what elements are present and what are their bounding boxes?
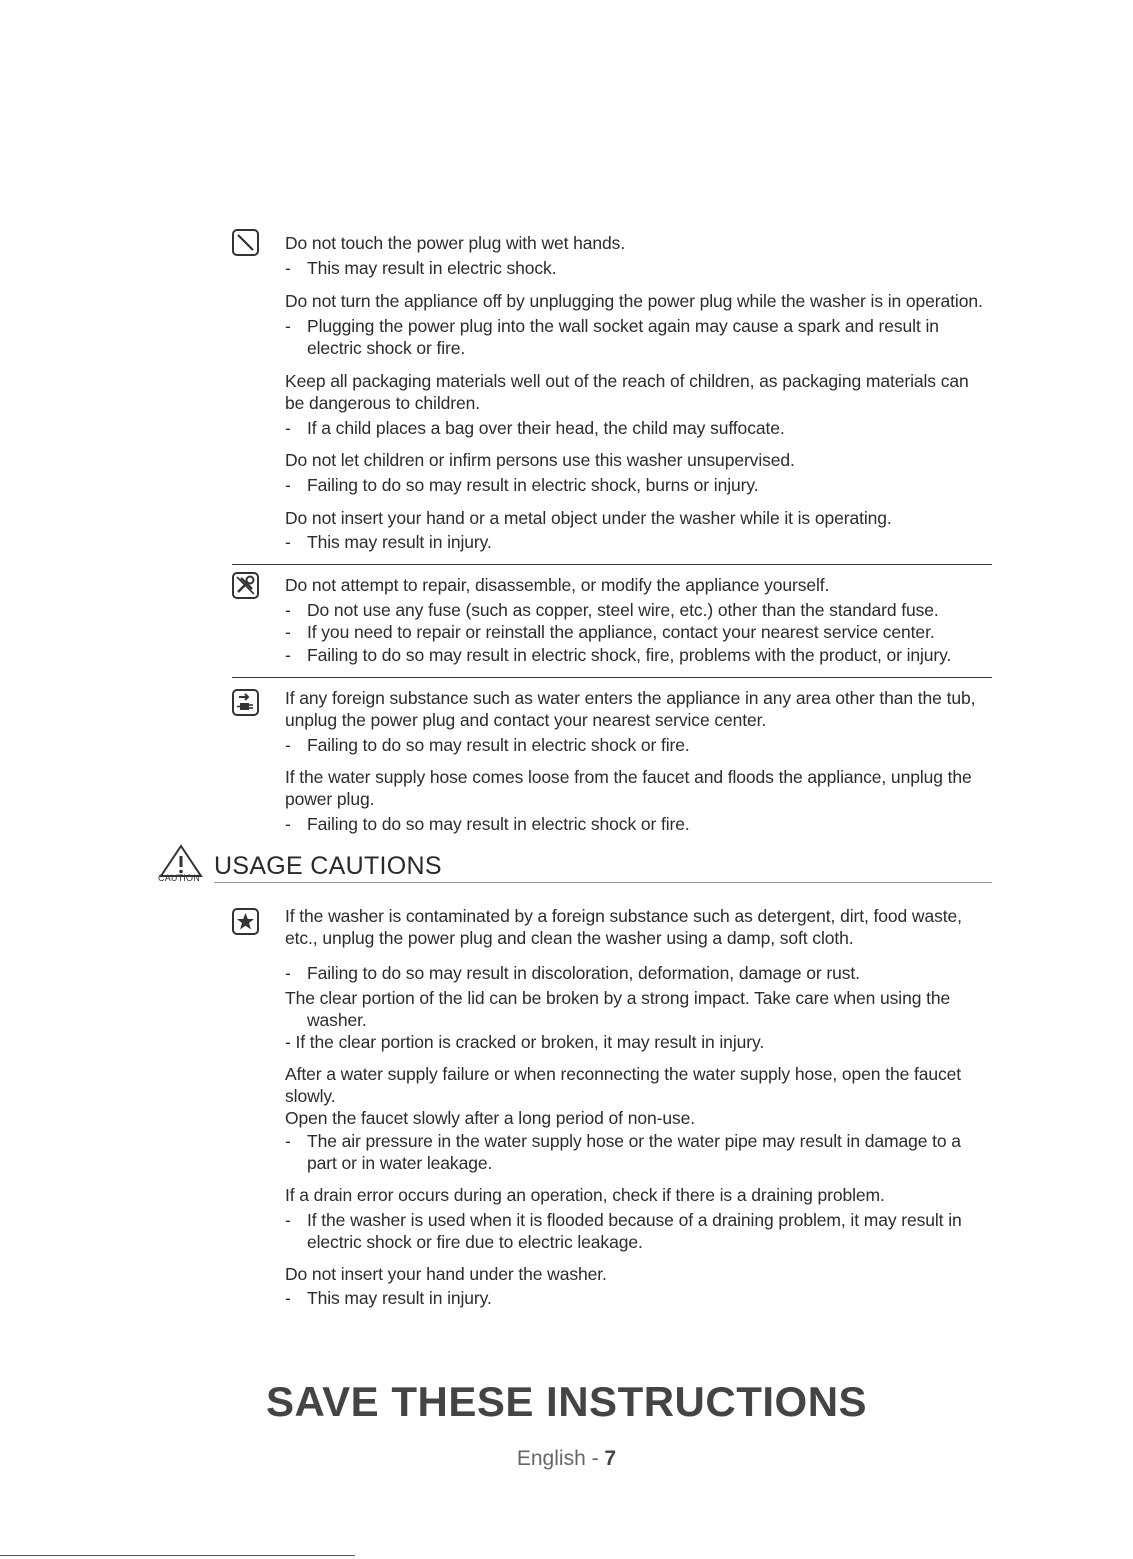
page-number: 7 bbox=[604, 1447, 617, 1470]
warning-detail: - This may result in electric shock. bbox=[285, 258, 557, 278]
caution-text: If the washer is contaminated by a foreign substance such as detergent, dirt, food waste, bbox=[285, 906, 962, 926]
warning-detail: - Failing to do so may result in electric shock, burns or injury. bbox=[285, 475, 759, 495]
important-star-icon bbox=[232, 908, 259, 935]
warning-detail: - If you need to repair or reinstall the appliance, contact your nearest service center. bbox=[285, 622, 935, 642]
unplug-icon bbox=[232, 689, 259, 716]
warning-detail: - Do not use any fuse (such as copper, steel wire, etc.) other than the standard fuse. bbox=[285, 600, 939, 620]
caution-detail-continued: electric shock or fire due to electric leakage. bbox=[307, 1232, 643, 1252]
warning-text-continued: unplug the power plug and contact your nearest service center. bbox=[285, 710, 767, 730]
warning-detail: - Failing to do so may result in electric shock or fire. bbox=[285, 735, 690, 755]
warning-text-continued: power plug. bbox=[285, 789, 375, 809]
caution-detail: - If the washer is used when it is flooded because of a draining problem, it may result in bbox=[285, 1210, 962, 1230]
warning-detail: - This may result in injury. bbox=[285, 532, 492, 552]
warning-detail: - Failing to do so may result in electric shock or fire. bbox=[285, 814, 690, 834]
warning-text: If any foreign substance such as water enters the appliance in any area other than the tub, bbox=[285, 688, 976, 708]
caution-text: The clear portion of the lid can be broken by a strong impact. Take care when using the bbox=[285, 988, 951, 1008]
save-instructions-heading: SAVE THESE INSTRUCTIONS bbox=[265, 1378, 868, 1425]
warning-text-continued: be dangerous to children. bbox=[285, 393, 480, 413]
caution-detail: - This may result in injury. bbox=[285, 1288, 492, 1308]
caution-text: If a drain error occurs during an operation, check if there is a draining problem. bbox=[285, 1185, 885, 1205]
warning-text: Keep all packaging materials well out of the reach of children, as packaging materials can bbox=[285, 371, 969, 391]
caution-text: Do not insert your hand under the washer. bbox=[285, 1264, 607, 1284]
caution-text: After a water supply failure or when reconnecting the water supply hose, open the faucet bbox=[285, 1064, 962, 1084]
caution-text-continued: slowly. bbox=[285, 1086, 336, 1106]
no-disassembly-icon bbox=[232, 572, 259, 599]
section-divider bbox=[232, 677, 992, 678]
caution-detail: - The air pressure in the water supply hose or the water pipe may result in damage to a bbox=[285, 1131, 961, 1151]
page-footer bbox=[0, 1447, 1133, 1471]
bottom-rule bbox=[0, 1555, 355, 1556]
warning-text: If the water supply hose comes loose from the faucet and floods the appliance, unplug the bbox=[285, 767, 972, 787]
no-touch-icon bbox=[232, 229, 259, 256]
caution-label: CAUTION bbox=[158, 873, 200, 883]
caution-detail-continued: part or in water leakage. bbox=[307, 1153, 493, 1173]
section-divider bbox=[232, 564, 992, 565]
warning-text: Do not let children or infirm persons use this washer unsupervised. bbox=[285, 450, 795, 470]
warning-detail: - If a child places a bag over their head, the child may suffocate. bbox=[285, 418, 785, 438]
caution-text-continued: etc., unplug the power plug and clean the washer using a damp, soft cloth. bbox=[285, 928, 854, 948]
section-title: USAGE CAUTIONS bbox=[214, 852, 442, 880]
warning-text: Do not touch the power plug with wet hands. bbox=[285, 233, 626, 253]
warning-detail-continued: electric shock or fire. bbox=[307, 338, 466, 358]
warning-text: Do not insert your hand or a metal object under the washer while it is operating. bbox=[285, 508, 892, 528]
warning-text: Do not attempt to repair, disassemble, or modify the appliance yourself. bbox=[285, 575, 830, 595]
caution-text: Open the faucet slowly after a long period of non-use. bbox=[285, 1108, 695, 1128]
caution-text-continued: washer. bbox=[307, 1010, 367, 1030]
warning-detail: - Failing to do so may result in electric shock, fire, problems with the product, or injury. bbox=[285, 645, 952, 665]
caution-detail: - If the clear portion is cracked or broken, it may result in injury. bbox=[285, 1032, 765, 1052]
section-title-underline bbox=[214, 882, 992, 883]
caution-detail: - Failing to do so may result in discoloration, deformation, damage or rust. bbox=[285, 963, 860, 983]
warning-detail: - Plugging the power plug into the wall socket again may cause a spark and result in bbox=[285, 316, 939, 336]
language-label: English - bbox=[516, 1447, 605, 1470]
warning-text: Do not turn the appliance off by unplugging the power plug while the washer is in operation. bbox=[285, 291, 983, 311]
